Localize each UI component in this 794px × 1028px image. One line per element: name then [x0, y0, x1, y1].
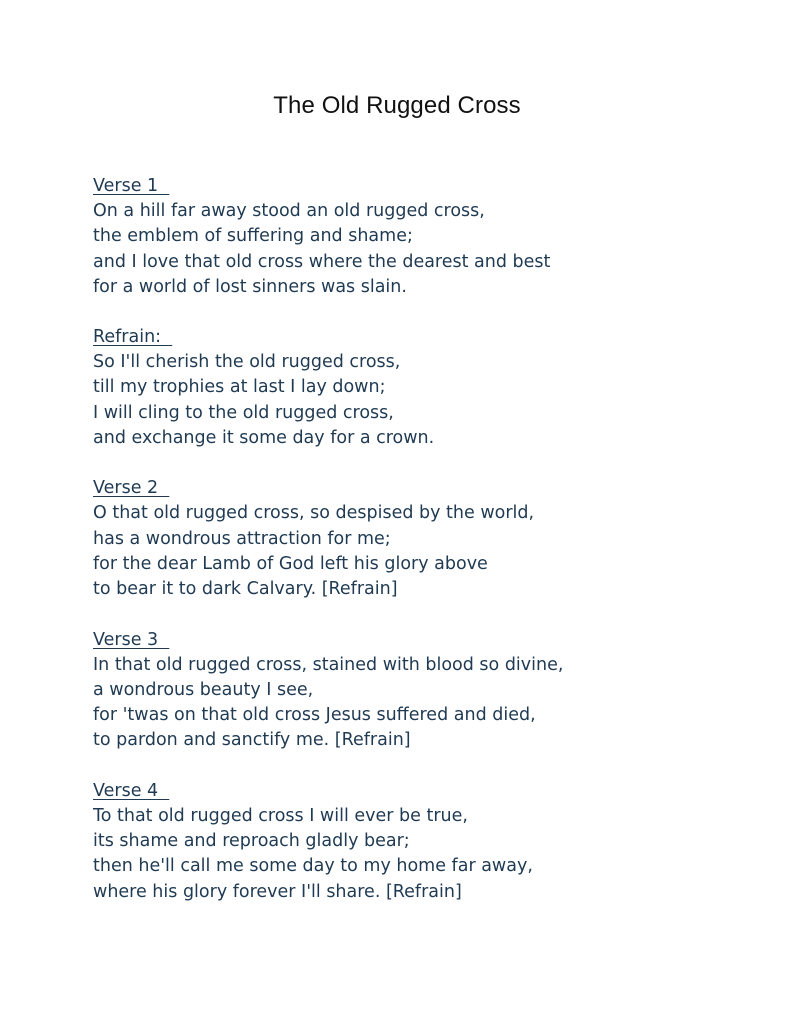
lyric-line: the emblem of suffering and shame;	[93, 226, 413, 247]
lyric-line: for a world of lost sinners was slain.	[93, 276, 407, 297]
lyric-line: I will cling to the old rugged cross,	[93, 402, 394, 423]
lyrics-body	[93, 174, 733, 930]
section-heading: Refrain:	[93, 327, 173, 348]
lyric-line: and exchange it some day for a crown.	[93, 428, 435, 449]
lyric-line: has a wondrous attraction for me;	[93, 528, 391, 549]
section-heading: Verse 4	[93, 780, 170, 801]
section-verse-2	[93, 476, 733, 602]
page-title: The Old Rugged Cross	[273, 92, 521, 119]
lyric-line: for the dear Lamb of God left his glory above	[93, 553, 488, 574]
lyric-line: to bear it to dark Calvary. [Refrain]	[93, 579, 398, 600]
lyric-line: a wondrous beauty I see,	[93, 679, 314, 700]
lyric-line: So I'll cherish the old rugged cross,	[93, 352, 401, 373]
lyric-line: to pardon and sanctify me. [Refrain]	[93, 730, 411, 751]
lyric-line: On a hill far away stood an old rugged cross,	[93, 201, 485, 221]
section-refrain	[93, 325, 733, 451]
lyric-line: till my trophies at last I lay down;	[93, 377, 386, 398]
lyric-line: for 'twas on that old cross Jesus suffered and died,	[93, 705, 536, 726]
lyric-line: In that old rugged cross, stained with blood so divine,	[93, 654, 564, 675]
section-verse-1	[93, 174, 733, 300]
section-verse-3	[93, 628, 733, 754]
lyric-line: where his glory forever I'll share. [Refrain]	[93, 881, 462, 902]
section-heading: Verse 3	[93, 629, 170, 650]
lyric-line: To that old rugged cross I will ever be true,	[93, 805, 468, 826]
section-verse-4	[93, 779, 733, 905]
lyric-line: then he'll call me some day to my home far away,	[93, 856, 533, 877]
lyric-line: O that old rugged cross, so despised by the world,	[93, 503, 535, 524]
section-heading: Verse 2	[93, 478, 170, 499]
section-heading: Verse 1	[93, 176, 170, 196]
lyric-line: and I love that old cross where the dearest and best	[93, 251, 551, 272]
lyric-line: its shame and reproach gladly bear;	[93, 831, 410, 852]
